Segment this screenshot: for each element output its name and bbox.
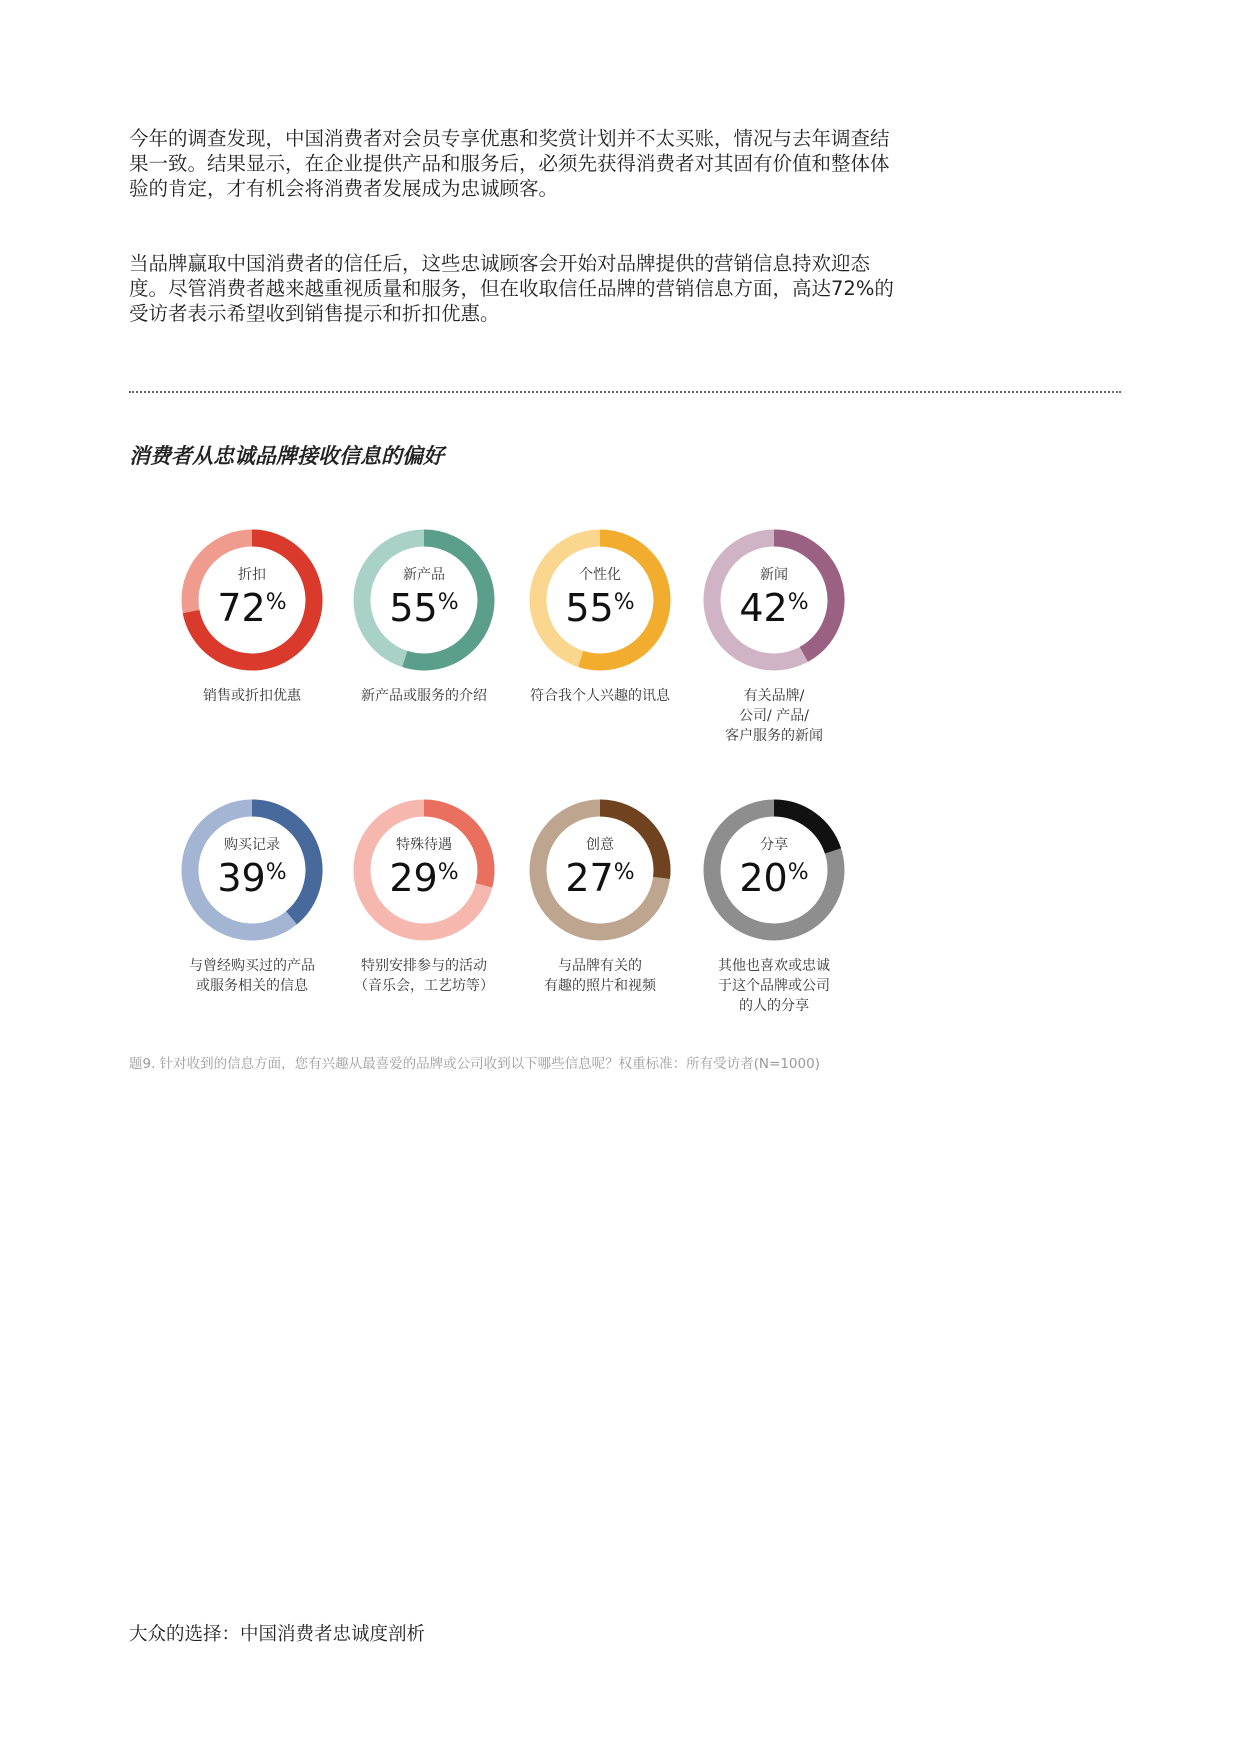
donut-category-label: 个性化: [579, 567, 621, 583]
intro-paragraph-1-line: 今年的调查发现，中国消费者对会员专享优惠和奖赏计划并不太买账，情况与去年调查结: [129, 127, 890, 150]
donut-description-line: 客户服务的新闻: [725, 728, 823, 744]
donut-3: [530, 538, 671, 704]
donut-8: [712, 808, 836, 1014]
donut-1: [190, 538, 314, 704]
chart-footnote: 题9. 针对收到的信息方面，您有兴趣从最喜爱的品牌或公司收到以下哪些信息呢？权重标准：所有受访者(N=1000): [129, 1056, 820, 1072]
donut-description-line: 的人的分享: [739, 998, 809, 1014]
donut-description-line: 销售或折扣优惠: [203, 688, 301, 704]
donut-description-line: 或服务相关的信息: [196, 978, 308, 994]
donut-value-label: 27%: [565, 856, 635, 900]
donut-value-label: 42%: [739, 586, 809, 630]
donut-5: [189, 808, 315, 994]
donut-description-line: 与品牌有关的: [558, 958, 642, 974]
donut-category-label: 购买记录: [224, 837, 280, 853]
donut-description-line: 与曾经购买过的产品: [189, 958, 315, 974]
donut-category-label: 新闻: [760, 567, 788, 583]
donut-category-label: 分享: [760, 837, 788, 853]
donut-description-line: 新产品或服务的介绍: [361, 688, 487, 704]
donut-description-line: 于这个品牌或公司: [718, 978, 830, 994]
donut-value-label: 20%: [739, 856, 809, 900]
intro-paragraph-2-line: 当品牌赢取中国消费者的信任后，这些忠诚顾客会开始对品牌提供的营销信息持欢迎态: [129, 252, 871, 275]
donut-description-line: （音乐会，工艺坊等）: [354, 978, 494, 994]
donut-4: [712, 538, 836, 744]
donut-category-label: 创意: [586, 837, 614, 853]
donut-description-line: 特别安排参与的活动: [361, 958, 487, 974]
page-footer: 大众的选择：中国消费者忠诚度剖析: [129, 1624, 426, 1645]
donut-description-line: 有关品牌/: [743, 688, 805, 704]
donut-6: [354, 808, 494, 994]
intro-paragraph-2-line: 受访者表示希望收到销售提示和折扣优惠。: [129, 302, 500, 325]
donut-description-line: 有趣的照片和视频: [544, 978, 656, 994]
donut-value-label: 55%: [565, 586, 635, 630]
chart-title: 消费者从忠诚品牌接收信息的偏好: [129, 444, 444, 468]
donut-7: [538, 808, 662, 994]
donut-category-label: 折扣: [238, 567, 266, 583]
donut-2: [361, 538, 487, 704]
intro-paragraph-1-line: 验的肯定，才有机会将消费者发展成为忠诚顾客。: [129, 177, 559, 200]
donut-description-line: 符合我个人兴趣的讯息: [530, 688, 670, 704]
donut-description-line: 其他也喜欢或忠诚: [718, 958, 830, 974]
donut-description-line: 公司/ 产品/: [739, 708, 809, 724]
donut-value-label: 55%: [389, 586, 459, 630]
donut-category-label: 特殊待遇: [396, 837, 452, 853]
donut-value-label: 72%: [217, 586, 287, 630]
donut-value-label: 39%: [217, 856, 287, 900]
donut-category-label: 新产品: [403, 567, 445, 583]
intro-paragraph-2-line: 度。尽管消费者越来越重视质量和服务，但在收取信任品牌的营销信息方面，高达72%的: [129, 277, 894, 300]
donut-value-label: 29%: [389, 856, 459, 900]
intro-paragraph-1-line: 果一致。结果显示，在企业提供产品和服务后，必须先获得消费者对其固有价值和整体体: [129, 152, 890, 175]
